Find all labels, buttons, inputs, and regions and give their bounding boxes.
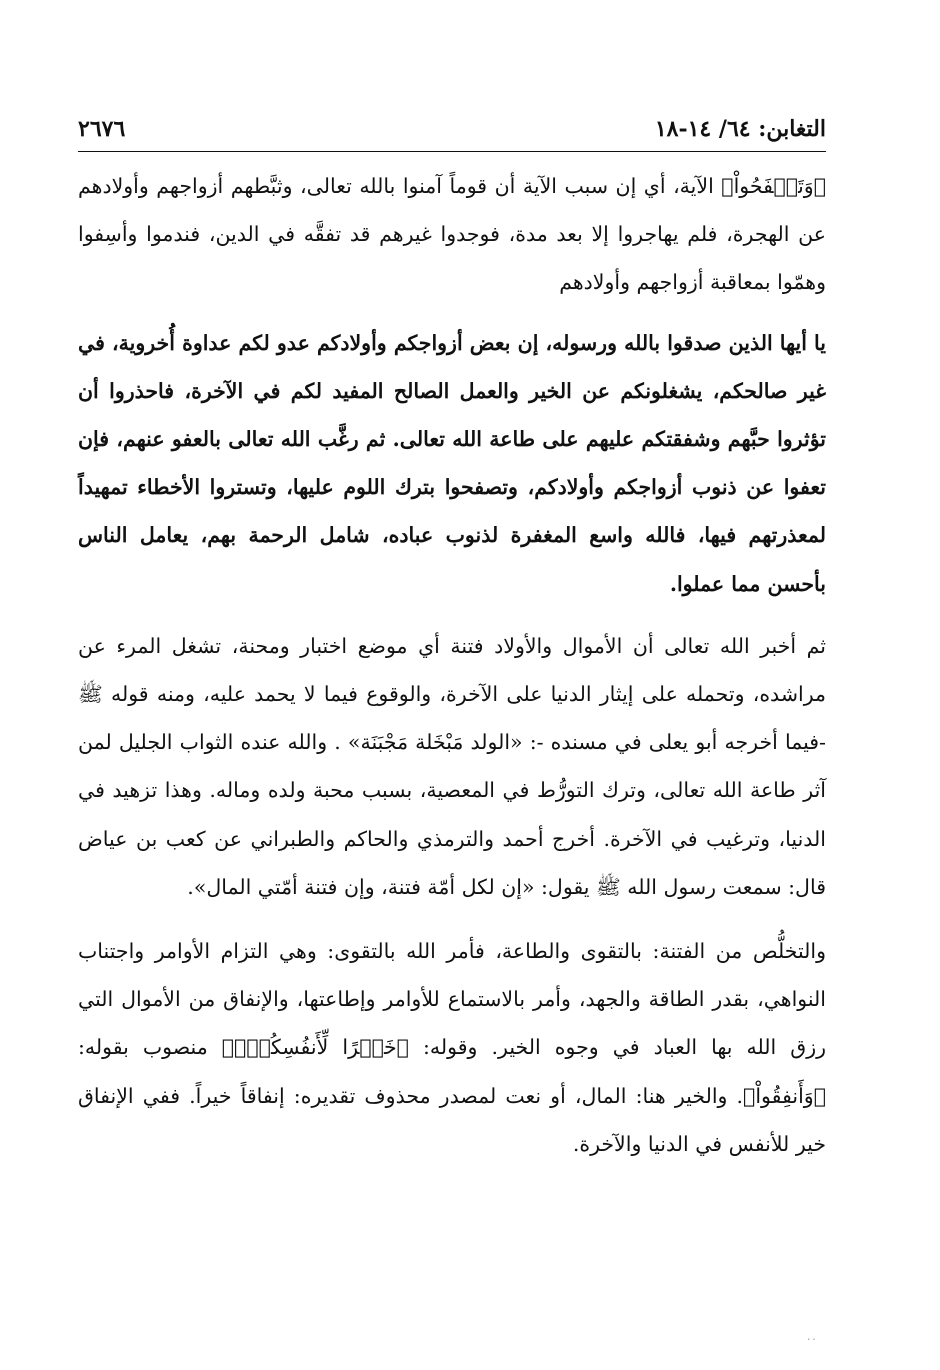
- running-title: التغابن: ٦٤/ ١٤-١٨: [654, 116, 826, 142]
- paragraph: والتخلُّص من الفتنة: بالتقوى والطاعة، فأمر الله بالتقوى: وهي التزام الأوامر واجتناب النواهي، بقدر الطاقة والجهد، وأمر بالاستماع للأوامر وإطاعتها، والإنفاق من الأموال التي رزق الله بها العباد في وجوه الخير. وقوله: ﴿خَيۡرًا لِّأَنفُسِكُمۡۗ﴾ منصوب بقوله: ﴿وَأَنفِقُواْ﴾. والخير هنا: المال، أو نعت لمصدر محذوف تقديره: إنفاقاً خيراً. ففي الإنفاق خير للأنفس في الدنيا والآخرة.: [78, 939, 826, 1156]
- book-page: [78, 112, 826, 1332]
- header-divider: [78, 151, 826, 152]
- page-number: ٢٦٧٦: [78, 116, 126, 142]
- paragraph: ﴿وَتَصۡفَحُواْ﴾ الآية، أي إن سبب الآية أن قوماً آمنوا بالله تعالى، وثبَّطهم أزواجهم وأولادهم عن الهجرة، فلم يهاجروا إلا بعد مدة، فوجدوا غيرهم قد تفقَّه في الدين، فندموا وأسِفوا وهمّوا بمعاقبة أزواجهم وأولادهم: [78, 174, 826, 295]
- paragraph: يا أيها الذين صدقوا بالله ورسوله، إن بعض أزواجكم وأولادكم عدو لكم عداوة أُخروية، في غير صالحكم، يشغلونكم عن الخير والعمل الصالح المفيد لكم في الآخرة، فاحذروا أن تؤثروا حبَّهم وشفقتكم عليهم على طاعة الله تعالى. ثم رغَّب الله تعالى بالعفو عنهم، فإن تعفوا عن ذنوب أزواجكم وأولادكم، وتصفحوا بترك اللوم عليها، وتستروا الأخطاء تمهيداً لمعذرتهم فيها، فالله واسع المغفرة لذنوب عباده، شامل الرحمة بهم، يعامل الناس بأحسن مما عملوا.: [78, 330, 826, 596]
- footer-mark: ٠٠: [806, 1334, 817, 1345]
- paragraph: ثم أخبر الله تعالى أن الأموال والأولاد فتنة أي موضع اختبار ومحنة، تشغل المرء عن مراشده، وتحمله على إيثار الدنيا على الآخرة، والوقوع فيما لا يحمد عليه، ومنه قوله ﷺ -فيما أخرجه أبو يعلى في مسنده -: «الولد مَبْخَلة مَجْبَنَة» . والله عنده الثواب الجليل لمن آثر طاعة الله تعالى، وترك التورُّط في المعصية، بسبب محبة ولده وماله. وهذا تزهيد في الدنيا، وترغيب في الآخرة. أخرج أحمد والترمذي والحاكم والطبراني عن كعب بن عياض قال: سمعت رسول الله ﷺ يقول: «إن لكل أمّة فتنة، وإن فتنة أمّتي المال».: [78, 633, 826, 899]
- body-text: [78, 162, 826, 1168]
- page-header: [78, 112, 826, 158]
